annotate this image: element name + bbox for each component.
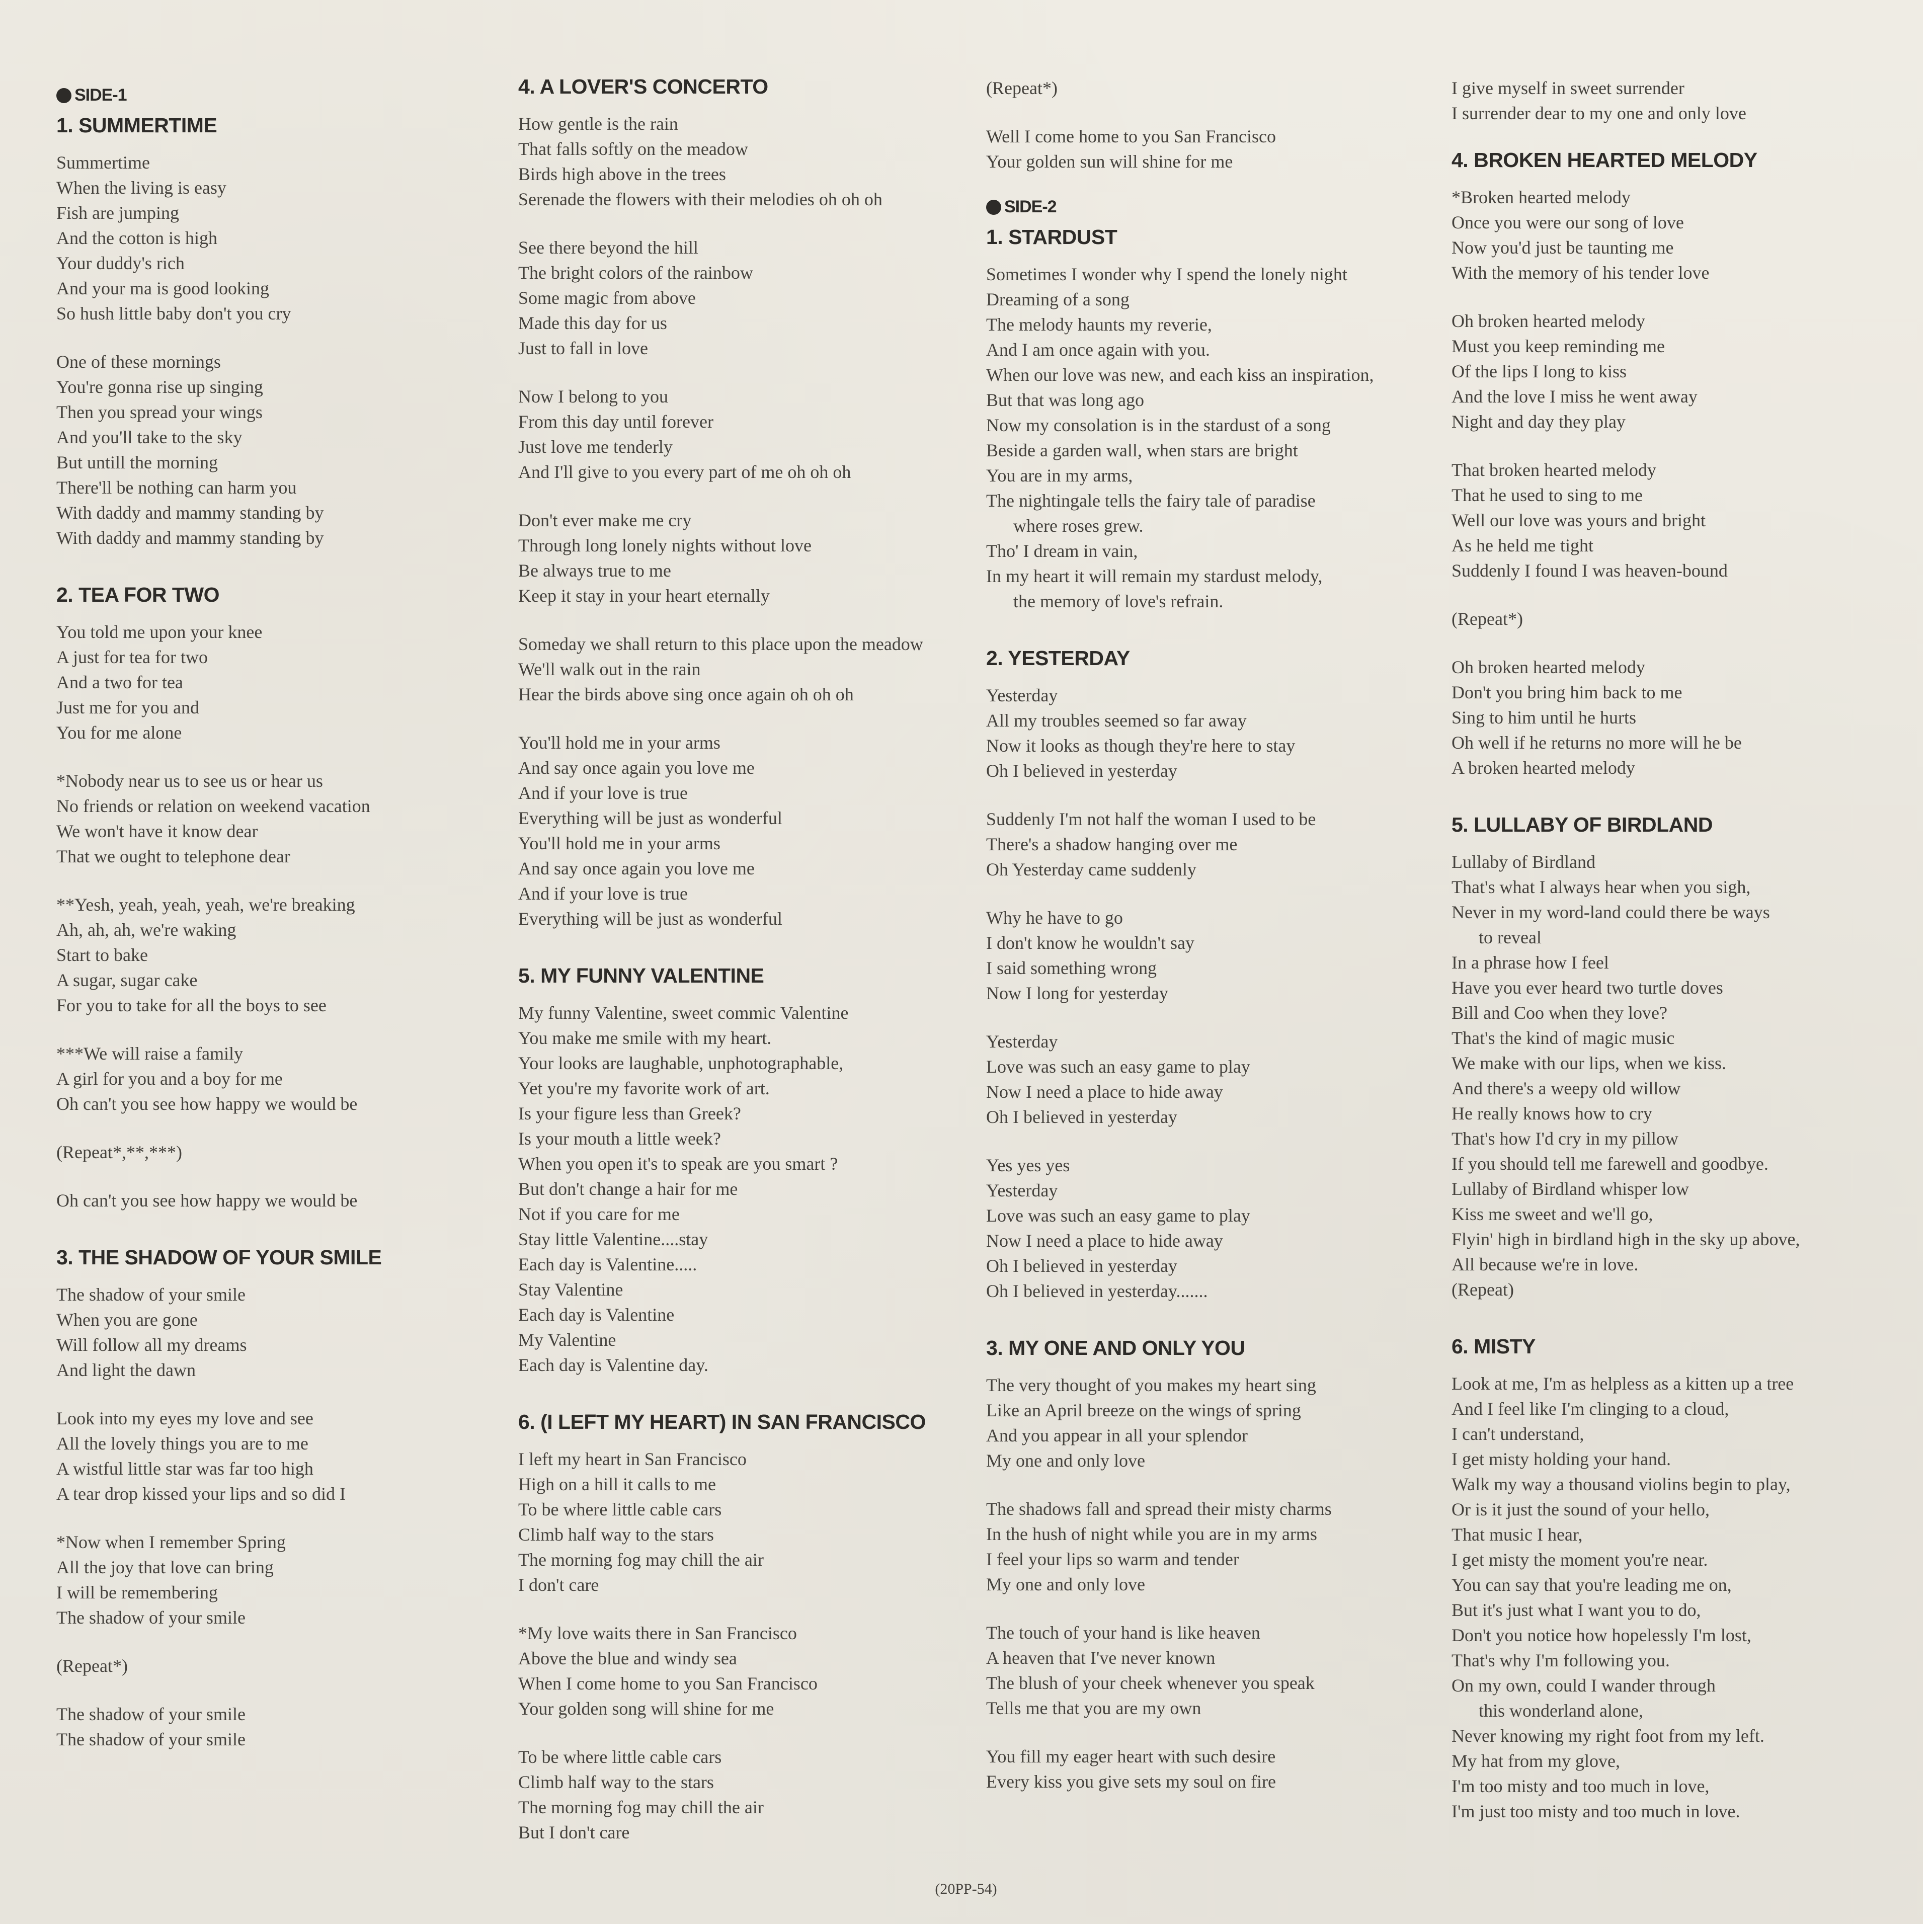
lyric-line: Of the lips I long to kiss [1452, 361, 1627, 382]
lyric-line: That falls softly on the meadow [518, 139, 748, 159]
lyric-line: Just love me tenderly [518, 437, 673, 457]
lyric-line: Someday we shall return to this place upon the meadow [518, 634, 923, 655]
lyric-line: Each day is Valentine..... [518, 1254, 697, 1275]
lyric-line: (Repeat*) [56, 1656, 128, 1676]
song-title: 6. MISTY [1452, 1335, 1536, 1358]
lyric-line: Lullaby of Birdland [1452, 852, 1595, 872]
lyric-line: The very thought of you makes my heart sing [986, 1375, 1316, 1396]
lyric-line: The touch of your hand is like heaven [986, 1623, 1260, 1643]
lyric-line: All because we're in love. [1452, 1254, 1639, 1275]
lyric-line: From this day until forever [518, 412, 713, 432]
lyric-line: Have you ever heard two turtle doves [1452, 978, 1723, 998]
lyric-line: I said something wrong [986, 958, 1157, 979]
stanza [56, 150, 499, 326]
lyrics-column-3 [986, 75, 1459, 1827]
lyric-line: Birds high above in the trees [518, 164, 726, 185]
stanza [986, 683, 1459, 783]
lyric-line: And there's a weepy old willow [1452, 1078, 1681, 1099]
lyric-line: Hear the birds above sing once again oh oh oh [518, 684, 854, 705]
lyric-line: And the cotton is high [56, 228, 217, 249]
lyric-line: That's why I'm following you. [1452, 1650, 1670, 1671]
lyric-line: You are in my arms, [986, 465, 1133, 486]
lyric-line: And I'll give to you every part of me oh oh oh [518, 462, 851, 482]
lyric-line: The morning fog may chill the air [518, 1797, 764, 1818]
stanza [518, 631, 991, 707]
lyric-line: Sometimes I wonder why I spend the lonely night [986, 264, 1347, 285]
lyric-line: Love was such an easy game to play [986, 1057, 1250, 1077]
lyric-line: Walk my way a thousand violins begin to play, [1452, 1474, 1791, 1495]
lyric-line: One of these mornings [56, 352, 221, 372]
lyric-line: ***We will raise a family [56, 1043, 243, 1064]
lyric-line: to reveal [1479, 927, 1542, 948]
stanza [56, 1041, 499, 1116]
stanza [56, 1188, 499, 1213]
lyric-line: So hush little baby don't you cry [56, 303, 291, 324]
lyric-line: And I feel like I'm clinging to a cloud, [1452, 1399, 1729, 1419]
lyric-line: Well our love was yours and bright [1452, 510, 1706, 531]
stanza [986, 1153, 1459, 1304]
lyric-line: That broken hearted melody [1452, 460, 1656, 480]
lyric-line: Now you'd just be taunting me [1452, 237, 1674, 258]
song-title: 3. MY ONE AND ONLY YOU [986, 1336, 1245, 1360]
lyric-line: I left my heart in San Francisco [518, 1449, 747, 1470]
lyric-line: And say once again you love me [518, 858, 755, 879]
lyric-line: Will follow all my dreams [56, 1335, 247, 1355]
lyric-line: High on a hill it calls to me [518, 1474, 716, 1495]
lyric-line: A just for tea for two [56, 647, 208, 668]
lyric-line: Don't you bring him back to me [1452, 682, 1682, 703]
lyric-line: Everything will be just as wonderful [518, 909, 782, 929]
lyric-line: (Repeat*) [1452, 609, 1523, 629]
lyric-line: Oh broken hearted melody [1452, 311, 1645, 332]
lyric-line: With daddy and mammy standing by [56, 503, 324, 523]
lyric-line: Now I belong to you [518, 386, 668, 407]
lyric-line: See there beyond the hill [518, 237, 698, 258]
lyric-line: With daddy and mammy standing by [56, 528, 324, 548]
stanza [986, 262, 1459, 614]
song-block [986, 1337, 1459, 1794]
lyric-line: Beside a garden wall, when stars are bright [986, 440, 1298, 461]
side-label [986, 197, 1459, 217]
lyric-line: Tells me that you are my own [986, 1698, 1201, 1719]
song-block [518, 964, 991, 1378]
side-label-text: SIDE-2 [1004, 197, 1057, 216]
lyric-line: Sing to him until he hurts [1452, 707, 1637, 728]
lyric-line: You make me smile with my heart. [518, 1028, 772, 1049]
stanza [986, 905, 1459, 1006]
lyric-line: Tho' I dream in vain, [986, 541, 1138, 561]
lyric-line: The melody haunts my reverie, [986, 314, 1212, 335]
song-block [1452, 149, 1884, 780]
lyric-line: When you open it's to speak are you smart ? [518, 1154, 838, 1174]
lyric-line: Oh broken hearted melody [1452, 657, 1645, 678]
lyric-line: Oh Yesterday came suddenly [986, 859, 1196, 880]
lyric-line: And a two for tea [56, 672, 183, 693]
lyric-line: There's a shadow hanging over me [986, 834, 1238, 855]
lyric-line: You'll hold me in your arms [518, 733, 720, 753]
lyric-line: The shadows fall and spread their misty charms [986, 1499, 1332, 1519]
stanza [56, 1653, 499, 1678]
lyric-line: And if your love is true [518, 883, 688, 904]
song-title: 3. THE SHADOW OF YOUR SMILE [56, 1246, 382, 1269]
lyrics-column-4 [1452, 75, 1884, 1857]
song-block [56, 114, 499, 550]
side-label-text: SIDE-1 [74, 86, 127, 105]
lyric-line: That's what I always hear when you sigh, [1452, 877, 1751, 898]
lyric-line: I can't understand, [1452, 1424, 1584, 1444]
lyric-line: Each day is Valentine [518, 1305, 675, 1325]
lyric-line: And you'll take to the sky [56, 427, 243, 448]
lyric-line: In the hush of night while you are in my arms [986, 1524, 1317, 1545]
lyric-line: And you appear in all your splendor [986, 1425, 1248, 1446]
lyric-line: Is your figure less than Greek? [518, 1103, 741, 1124]
lyric-line: Everything will be just as wonderful [518, 808, 782, 829]
lyric-line: To be where little cable cars [518, 1747, 722, 1767]
song-title: 5. MY FUNNY VALENTINE [518, 964, 764, 988]
lyric-line: Look at me, I'm as helpless as a kitten up a tree [1452, 1374, 1794, 1394]
stanza [518, 1000, 991, 1378]
lyric-line: That music I hear, [1452, 1524, 1583, 1545]
lyric-line: Why he have to go [986, 908, 1123, 928]
lyric-line: He really knows how to cry [1452, 1103, 1652, 1124]
song-title: 1. SUMMERTIME [56, 114, 217, 137]
lyric-line: Suddenly I'm not half the woman I used to be [986, 809, 1316, 830]
lyric-line: Lullaby of Birdland whisper low [1452, 1179, 1689, 1199]
lyric-line: I surrender dear to my one and only love [1452, 103, 1746, 123]
lyric-line: That's how I'd cry in my pillow [1452, 1129, 1678, 1149]
lyric-line: All my troubles seemed so far away [986, 710, 1247, 731]
lyric-line: I feel your lips so warm and tender [986, 1549, 1239, 1570]
lyric-line: Don't you notice how hopelessly I'm lost, [1452, 1625, 1751, 1646]
lyric-line: My one and only love [986, 1574, 1145, 1595]
lyric-line: The shadow of your smile [56, 1607, 246, 1628]
lyric-line: The bright colors of the rainbow [518, 263, 753, 283]
lyric-line: No friends or relation on weekend vacation [56, 796, 370, 817]
song-title: 4. BROKEN HEARTED MELODY [1452, 148, 1757, 172]
song-block [56, 1246, 499, 1752]
lyric-line: For you to take for all the boys to see [56, 995, 327, 1016]
lyric-line: I'm too misty and too much in love, [1452, 1776, 1710, 1797]
lyrics-column-2 [518, 75, 991, 1878]
lyric-line: Climb half way to the stars [518, 1772, 714, 1793]
song-block [1452, 1335, 1884, 1824]
lyric-line: You're gonna rise up singing [56, 377, 263, 397]
lyric-line: Yes yes yes [986, 1155, 1070, 1176]
lyric-line: Never knowing my right foot from my left. [1452, 1726, 1764, 1746]
lyric-line: Yesterday [986, 1031, 1058, 1052]
stanza [1452, 606, 1884, 631]
lyric-line: The shadow of your smile [56, 1704, 246, 1725]
stanza [518, 730, 991, 931]
lyric-line: My one and only love [986, 1451, 1145, 1471]
lyric-line: (Repeat*) [986, 78, 1058, 98]
lyric-line: Fish are jumping [56, 203, 179, 223]
lyric-line: Your golden song will shine for me [518, 1699, 774, 1719]
lyric-line: In my heart it will remain my stardust melody, [986, 566, 1323, 587]
lyric-line: Some magic from above [518, 288, 696, 308]
lyric-line: When I come home to you San Francisco [518, 1673, 818, 1694]
side-label [56, 86, 499, 105]
lyric-line: We'll walk out in the rain [518, 659, 701, 680]
lyric-line: the memory of love's refrain. [1013, 591, 1224, 612]
bullet-dot-icon [986, 200, 1001, 215]
lyric-line: **Yesh, yeah, yeah, yeah, we're breaking [56, 895, 355, 915]
song-title: 2. YESTERDAY [986, 647, 1130, 670]
lyric-line: The nightingale tells the fairy tale of paradise [986, 491, 1316, 511]
lyric-line: All the joy that love can bring [56, 1557, 274, 1578]
lyric-line: I will be remembering [56, 1582, 218, 1603]
lyric-line: My funny Valentine, sweet commic Valentine [518, 1003, 849, 1023]
lyric-line: Not if you care for me [518, 1204, 680, 1225]
lyric-line: Must you keep reminding me [1452, 336, 1665, 357]
stanza [518, 1621, 991, 1721]
lyric-line: If you should tell me farewell and goodbye. [1452, 1154, 1768, 1174]
lyric-line: And the love I miss he went away [1452, 386, 1698, 407]
stanza [1452, 185, 1884, 285]
stanza [986, 1744, 1459, 1794]
lyric-line: Now my consolation is in the stardust of a song [986, 415, 1331, 436]
stanza [518, 235, 991, 361]
lyric-line: *Nobody near us to see us or hear us [56, 771, 323, 791]
lyric-line: A girl for you and a boy for me [56, 1069, 283, 1089]
lyric-line: You for me alone [56, 722, 182, 743]
lyric-line: Suddenly I found I was heaven-bound [1452, 560, 1728, 581]
lyric-line: Every kiss you give sets my soul on fire [986, 1772, 1276, 1792]
song-title: 5. LULLABY OF BIRDLAND [1452, 813, 1713, 837]
song-block [986, 647, 1459, 1304]
stanza [518, 508, 991, 608]
lyric-line: I get misty the moment you're near. [1452, 1550, 1708, 1570]
stanza [518, 1744, 991, 1845]
lyric-line: The shadow of your smile [56, 1284, 246, 1305]
song-title: 4. A LOVER'S CONCERTO [518, 75, 768, 98]
lyric-line: Your golden sun will shine for me [986, 151, 1233, 172]
song-block [1452, 814, 1884, 1302]
lyric-line: Be always true to me [518, 560, 671, 581]
lyric-line: where roses grew. [1013, 516, 1144, 536]
lyric-line: In a phrase how I feel [1452, 952, 1609, 973]
lyric-line: All the lovely things you are to me [56, 1433, 308, 1454]
lyric-line: Oh I believed in yesterday [986, 761, 1177, 781]
lyric-line: *Now when I remember Spring [56, 1532, 286, 1553]
lyric-line: Stay little Valentine....stay [518, 1229, 708, 1250]
lyric-line: Look into my eyes my love and see [56, 1408, 313, 1429]
lyric-line: You can say that you're leading me on, [1452, 1575, 1732, 1595]
lyric-line: Your looks are laughable, unphotographable, [518, 1053, 844, 1074]
stanza [1452, 308, 1884, 434]
lyric-line: On my own, could I wander through [1452, 1675, 1716, 1696]
lyric-line: My Valentine [518, 1330, 616, 1350]
lyric-line: Summertime [56, 152, 150, 173]
lyric-line: But it's just what I want you to do, [1452, 1600, 1701, 1621]
lyric-line: Yesterday [986, 1180, 1058, 1201]
lyric-line: Above the blue and windy sea [518, 1648, 737, 1669]
stanza [56, 1406, 499, 1506]
lyric-line: *Broken hearted melody [1452, 187, 1631, 208]
stanza [56, 768, 499, 869]
lyric-line: Stay Valentine [518, 1279, 623, 1300]
lyric-line: Now I need a place to hide away [986, 1082, 1223, 1102]
lyric-line: Love was such an easy game to play [986, 1205, 1250, 1226]
lyric-line: But that was long ago [986, 390, 1144, 411]
stanza [56, 1530, 499, 1630]
lyric-line: Flyin' high in birdland high in the sky up above, [1452, 1229, 1800, 1250]
lyric-line: But I don't care [518, 1822, 630, 1843]
lyric-line: We make with our lips, when we kiss. [1452, 1053, 1727, 1074]
stanza [56, 1282, 499, 1383]
lyric-line: We won't have it know dear [56, 821, 258, 842]
lyric-line: I don't care [518, 1575, 599, 1595]
lyric-line: And your ma is good looking [56, 278, 269, 299]
stanza [56, 892, 499, 1018]
lyric-line: But untill the morning [56, 452, 218, 473]
lyric-line: But don't change a hair for me [518, 1179, 738, 1199]
lyric-line: To be where little cable cars [518, 1499, 722, 1520]
lyric-line: A broken hearted melody [1452, 758, 1635, 778]
lyric-line: (Repeat) [1452, 1279, 1514, 1300]
lyric-line: Then you spread your wings [56, 402, 263, 423]
continued-stanza [986, 124, 1459, 174]
lyric-line: Oh well if he returns no more will he be [1452, 733, 1742, 753]
lyric-line: How gentle is the rain [518, 114, 678, 134]
lyric-line: When the living is easy [56, 178, 226, 198]
song-title: 1. STARDUST [986, 225, 1117, 249]
lyric-line: Don't ever make me cry [518, 510, 692, 531]
lyric-line: Yesterday [986, 685, 1058, 706]
lyric-line: Made this day for us [518, 313, 667, 334]
stanza [986, 1496, 1459, 1597]
lyric-line: A sugar, sugar cake [56, 970, 198, 991]
lyric-line: And I am once again with you. [986, 340, 1210, 360]
lyric-line: A tear drop kissed your lips and so did I [56, 1484, 346, 1504]
lyric-line: The blush of your cheek whenever you speak [986, 1673, 1315, 1694]
stanza [56, 1140, 499, 1165]
lyric-line: Night and day they play [1452, 412, 1626, 432]
lyric-line: Oh I believed in yesterday [986, 1256, 1177, 1276]
lyric-line: Kiss me sweet and we'll go, [1452, 1204, 1653, 1225]
stanza [986, 807, 1459, 882]
stanza [986, 1373, 1459, 1473]
lyric-line: this wonderland alone, [1479, 1701, 1643, 1721]
stanza [518, 384, 991, 485]
lyric-line: Through long lonely nights without love [518, 535, 812, 556]
lyric-line: Oh I believed in yesterday....... [986, 1281, 1208, 1302]
lyric-line: That's the kind of magic music [1452, 1028, 1675, 1049]
lyric-line: You told me upon your knee [56, 622, 263, 642]
lyric-line: That we ought to telephone dear [56, 846, 290, 867]
lyric-line: Like an April breeze on the wings of spring [986, 1400, 1301, 1421]
stanza [1452, 849, 1884, 1302]
stanza [1452, 457, 1884, 583]
lyric-line: There'll be nothing can harm you [56, 477, 297, 498]
catalog-number: (20PP-54) [935, 1881, 997, 1897]
song-block [518, 1411, 991, 1845]
lyric-line: Climb half way to the stars [518, 1524, 714, 1545]
lyric-line: (Repeat*,**,***) [56, 1142, 182, 1163]
lyric-line: Keep it stay in your heart eternally [518, 586, 770, 606]
lyric-line: With the memory of his tender love [1452, 263, 1710, 283]
stanza [986, 1029, 1459, 1130]
lyric-line: Is your mouth a little week? [518, 1129, 721, 1149]
lyric-line: And if your love is true [518, 783, 688, 803]
stanza [56, 619, 499, 745]
lyric-line: I don't know he wouldn't say [986, 933, 1194, 953]
continued-stanza [986, 75, 1459, 101]
lyric-line: Now I long for yesterday [986, 983, 1168, 1004]
lyric-line: Your duddy's rich [56, 253, 185, 274]
stanza [56, 349, 499, 550]
stanza [518, 1446, 991, 1597]
stanza [518, 111, 991, 212]
lyric-line: Oh can't you see how happy we would be [56, 1190, 358, 1211]
bullet-dot-icon [56, 88, 71, 103]
lyric-line: My hat from my glove, [1452, 1751, 1620, 1772]
lyric-line: Ah, ah, ah, we're waking [56, 920, 236, 940]
lyric-line: Each day is Valentine day. [518, 1355, 708, 1376]
stanza [1452, 1371, 1884, 1824]
lyric-line: And light the dawn [56, 1360, 196, 1381]
stanza [56, 1702, 499, 1752]
song-title: 6. (I LEFT MY HEART) IN SAN FRANCISCO [518, 1410, 926, 1434]
lyric-line: I'm just too misty and too much in love. [1452, 1801, 1740, 1822]
lyric-line: Just me for you and [56, 697, 199, 718]
lyric-line: Now it looks as though they're here to stay [986, 736, 1296, 756]
lyric-line: Serenade the flowers with their melodies oh oh oh [518, 189, 882, 210]
lyric-line: Yet you're my favorite work of art. [518, 1078, 770, 1099]
lyric-line: I get misty holding your hand. [1452, 1449, 1671, 1470]
lyric-line: Just to fall in love [518, 338, 648, 359]
lyric-line: You fill my eager heart with such desire [986, 1746, 1276, 1767]
lyric-line: A wistful little star was far too high [56, 1459, 313, 1479]
lyric-line: And say once again you love me [518, 758, 755, 778]
lyric-line: I give myself in sweet surrender [1452, 78, 1684, 98]
lyric-line: A heaven that I've never known [986, 1648, 1216, 1668]
stanza [986, 1620, 1459, 1721]
lyric-line: You'll hold me in your arms [518, 833, 720, 854]
lyric-line: Once you were our song of love [1452, 212, 1684, 233]
lyric-line: Start to bake [56, 945, 148, 965]
lyric-line: Well I come home to you San Francisco [986, 126, 1276, 146]
lyric-line: When our love was new, and each kiss an inspiration, [986, 365, 1374, 385]
song-title: 2. TEA FOR TWO [56, 583, 220, 607]
lyric-line: That he used to sing to me [1452, 485, 1643, 506]
lyric-line: Now I need a place to hide away [986, 1231, 1223, 1251]
lyric-line: Oh I believed in yesterday [986, 1107, 1177, 1128]
stanza [1452, 655, 1884, 780]
lyric-line: Or is it just the sound of your hello, [1452, 1499, 1710, 1520]
song-block [986, 226, 1459, 614]
lyric-line: Bill and Coo when they love? [1452, 1003, 1667, 1023]
lyric-line: The shadow of your smile [56, 1729, 246, 1750]
lyric-line: Never in my word-land could there be ways [1452, 902, 1770, 923]
song-block [56, 584, 499, 1213]
lyric-line: Oh can't you see how happy we would be [56, 1094, 358, 1114]
lyric-line: *My love waits there in San Francisco [518, 1623, 797, 1644]
lyric-line: Dreaming of a song [986, 289, 1130, 310]
lyric-line: As he held me tight [1452, 535, 1593, 556]
song-block [518, 75, 991, 931]
continued-stanza [1452, 75, 1884, 126]
lyrics-column-1 [56, 75, 499, 1785]
lyric-line: When you are gone [56, 1310, 198, 1330]
lyric-line: The morning fog may chill the air [518, 1550, 764, 1570]
